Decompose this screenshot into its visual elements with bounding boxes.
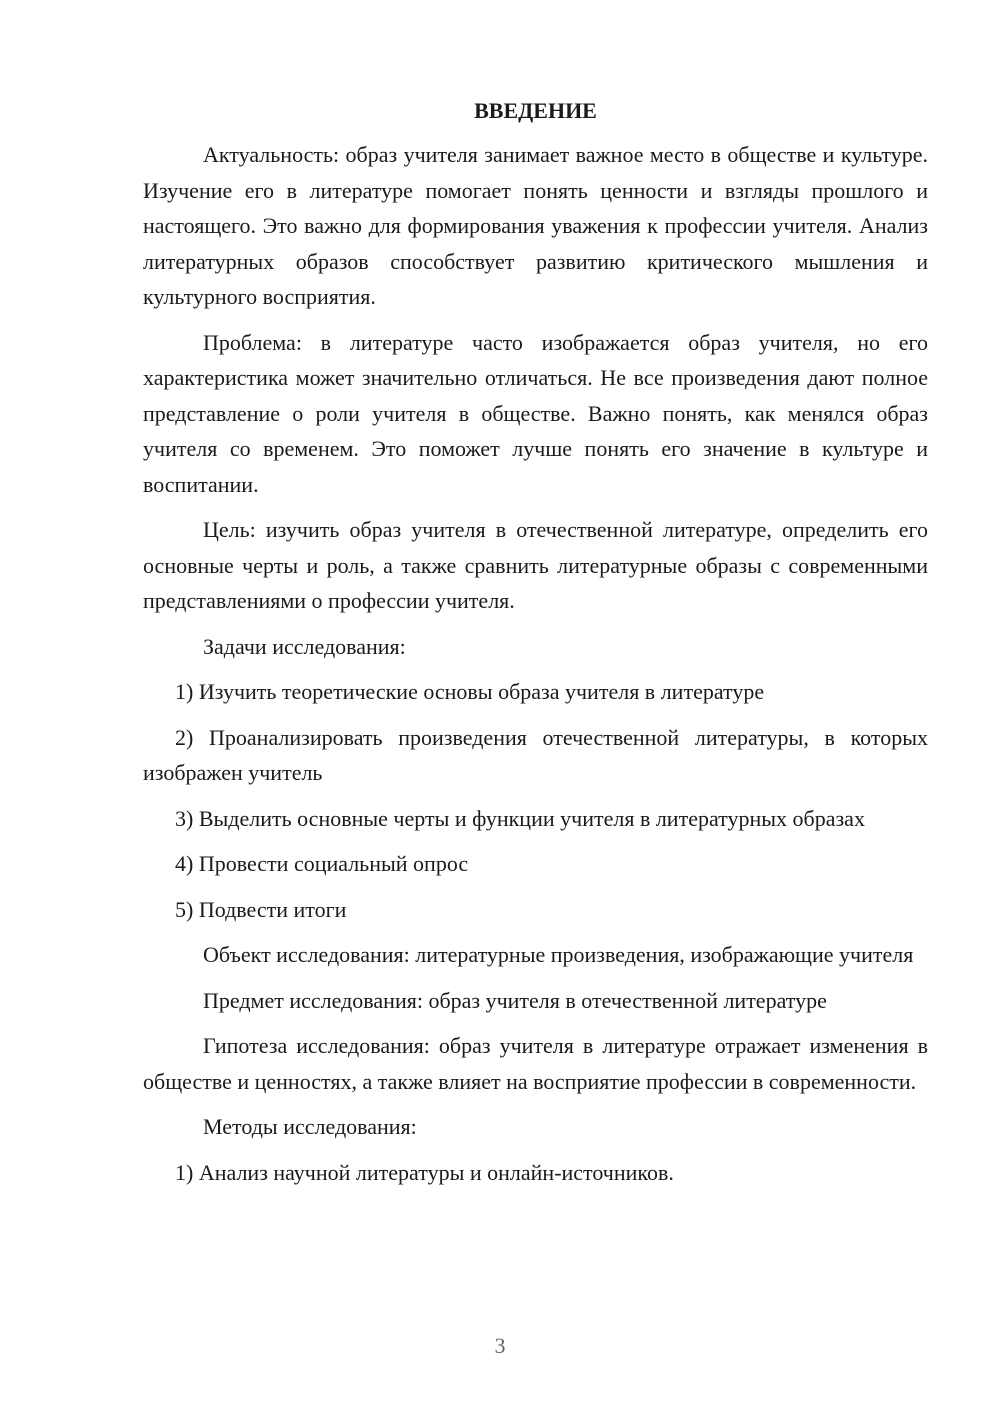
task-item-4: 4) Провести социальный опрос — [175, 851, 469, 876]
paragraph-problem: Проблема: в литературе часто изображается образ учителя, но его характеристика может значительно отличаться. Не все произведения дают полное представление о роли учителя в обществе. Важно понять, как менялся образ учителя со временем. Это поможет лучше понять его значение в культуре и воспитании. — [143, 329, 928, 497]
paragraph-relevance: Актуальность: образ учителя занимает важное место в обществе и культуре. Изучение его в литературе помогает понять ценности и взгляды прошлого и настоящего. Это важно для формирования уважения к профессии учителя. Анализ литературных образов способствует развитию критического мышления и культурного восприятия. — [143, 142, 928, 309]
method-item-1: 1) Анализ научной литературы и онлайн-источников. — [175, 1159, 674, 1185]
section-title: ВВЕДЕНИЕ — [474, 98, 597, 123]
task-item-3: 3) Выделить основные черты и функции учителя в литературных образах — [175, 805, 865, 831]
paragraph-goal: Цель: изучить образ учителя в отечественной литературе, определить его основные черты и роль, а также сравнить литературные образы с современными представлениями о профессии учителя. — [143, 517, 928, 613]
page-number: 3 — [494, 1333, 506, 1358]
paragraph-hypothesis: Гипотеза исследования: образ учителя в литературе отражает изменения в обществе и ценностях, а также влияет на восприятие профессии в современности. — [143, 1033, 928, 1094]
paragraph-subject: Предмет исследования: образ учителя в отечественной литературе — [203, 987, 827, 1013]
tasks-heading: Задачи исследования: — [203, 633, 406, 659]
paragraph-object: Объект исследования: литературные произведения, изображающие учителя — [203, 942, 914, 967]
methods-heading: Методы исследования: — [203, 1114, 417, 1139]
page-content — [143, 95, 928, 1200]
task-item-5: 5) Подвести итоги — [175, 896, 347, 922]
task-item-2: 2) Проанализировать произведения отечественной литературы, в которых изображен учитель — [143, 724, 928, 785]
task-item-1: 1) Изучить теоретические основы образа учителя в литературе — [175, 679, 765, 704]
